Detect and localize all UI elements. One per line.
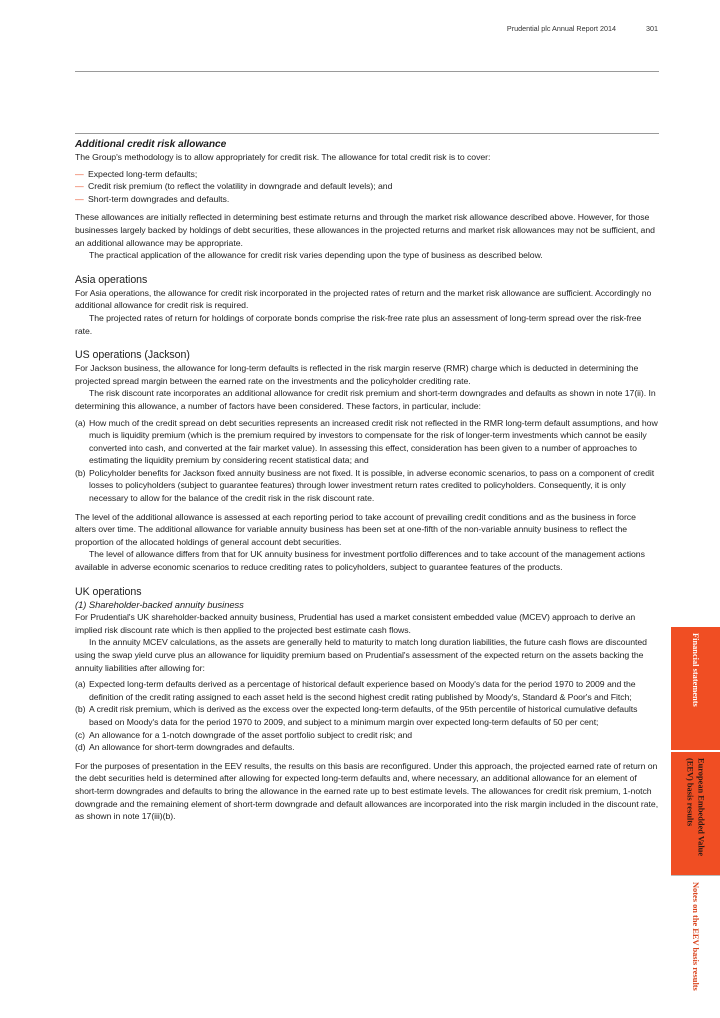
credit-heading: Additional credit risk allowance (75, 139, 227, 150)
uk-allowance-list (75, 678, 659, 754)
list-item (75, 703, 659, 728)
us-heading: US operations (Jackson) (75, 349, 190, 362)
uk-subheading: (1) Shareholder-backed annuity business (75, 598, 244, 610)
sidebar-tab-eev-results[interactable] (671, 752, 720, 875)
credit-para-2: The practical application of the allowance for credit risk varies depending upon the type of business as described below. (89, 250, 543, 261)
list-item (75, 467, 659, 505)
uk-para-3: For the purposes of presentation in the EEV results, the results on this basis are reconfigured. Under this approach, the projected earned rate of return on the debt securities held is determined after allowing for expected long-term defaults and, where necessary, an additional allowance for an element of short-term downgrades and defaults to bring the allowance in the earned rate up to best estimate levels. The allowances for credit risk premium, 1-notch downgrade and the remaining element of short-term downgrade and default allowances are incorporated into the risk margin included in the discount rate, as shown in note 17(iii)(b). (75, 760, 659, 822)
uk-para-2: In the annuity MCEV calculations, as the assets are generally held to maturity to match long duration liabilities, the future cash flows are discounted using the swap yield curve plus an allowance for liquidity premium based on Prudential's assessment of the expected return on the assets backing the annuity liabilities after allowing for: (75, 637, 647, 673)
list-item: — Short-term downgrades and defaults. (75, 193, 659, 206)
list-item: — Credit risk premium (to reflect the volatility in downgrade and default levels); and (75, 180, 659, 193)
list-marker: (b) (75, 704, 86, 715)
credit-intro: The Group's methodology is to allow appropriately for credit risk. The allowance for total credit risk is to cover: (75, 152, 491, 162)
list-item-text: Policyholder benefits for Jackson fixed annuity business are not fixed. It is possible, in adverse economic scenarios, to pass on a component of credit losses to policyholders (subject to guarantee features) through lower investment return rates credited to policyholders. Consequently, it is only necessary to allow for the balance of the credit risk in the risk discount rate. (89, 467, 655, 504)
list-marker: (a) (75, 679, 86, 690)
asia-para-2: The projected rates of return for holdings of corporate bonds comprise the risk-free rate plus an assessment of long-term spread over the risk-free rate. (75, 312, 642, 336)
us-para-4: The level of allowance differs from that for UK annuity business for investment portfolio differences and to take account of the management actions available in adverse economic scenarios to reduce crediting rates to policyholders, subject to guarantee features of the products. (75, 549, 645, 573)
list-marker: (c) (75, 729, 85, 740)
list-marker: (a) (75, 417, 86, 428)
list-item-text: An allowance for short-term downgrades and defaults. (89, 742, 295, 753)
list-marker: (b) (75, 467, 86, 478)
list-item (75, 729, 659, 742)
page-number: 301 (646, 24, 658, 33)
asia-heading: Asia operations (75, 273, 148, 286)
list-item (75, 678, 659, 703)
us-factor-list (75, 417, 659, 505)
list-item-text: A credit risk premium, which is derived as the excess over the expected long-term defaults, of the 95th percentile of historical cumulative defaults based on Moody's data for the period 1970 to 2009, and subject to a minimum margin over expected long-term defaults of 50 per cent; (89, 704, 638, 727)
sidebar-tab-label: European Embedded Value (EEV) basis results (685, 758, 706, 857)
running-header (507, 24, 658, 33)
uk-para-1: For Prudential's UK shareholder-backed annuity business, Prudential has used a market consistent embedded value (MCEV) approach to derive an implied risk discount rate which is then applied to the projected best estimate cash flows. (75, 612, 636, 635)
us-para-1: For Jackson business, the allowance for long-term defaults is reflected in the risk margin reserve (RMR) charge which is deducted in determining the projected spread margin between the earned rate on the investments and the policyholder crediting rate. (75, 363, 639, 386)
list-item (75, 741, 659, 754)
us-para-2: The risk discount rate incorporates an additional allowance for credit risk premium and short-term downgrades and defaults as shown in note 17(ii). In determining this allowance, a number of factors have been considered. These factors, in particular, include: (75, 388, 656, 411)
credit-bullet-list (75, 168, 659, 206)
uk-heading: UK operations (75, 585, 142, 598)
publication-title: Prudential plc Annual Report 2014 (506, 24, 616, 33)
sidebar-tab-label: Notes on the EEV basis results (691, 882, 700, 991)
sidebar-tab-label: Financial statements (691, 633, 700, 707)
credit-para-1: These allowances are initially reflected in determining best estimate returns and through the market risk allowance described above. However, for those businesses largely backed by holdings of debt securities, these allowances in the projected returns and market risk allowances may not be sufficient, and an additional allowance may be appropriate. (75, 212, 655, 248)
us-para-3: The level of the additional allowance is assessed at each reporting period to take account of prevailing credit conditions and as the business in force alters over time. The additional allowance for variable annuity business has been set at one-fifth of the non-variable annuity business to reflect the proportion of the allocated holdings of general account debt securities. (75, 511, 636, 547)
sidebar-tab-eev-notes[interactable] (671, 876, 720, 996)
list-item-text: An allowance for a 1-notch downgrade of the asset portfolio subject to credit risk; and (89, 729, 413, 740)
main-content (75, 138, 659, 823)
list-item-text: Expected long-term defaults derived as a percentage of historical default experience based on Moody's data for the period 1970 to 2009 and the definition of the credit rating assigned to each asset held is the second highest credit rating published by Moody's, Standard & Poor's and Fitch; (89, 679, 636, 702)
list-item: — Expected long-term defaults; (75, 168, 659, 181)
list-marker: (d) (75, 742, 86, 753)
list-item-text: How much of the credit spread on debt securities represents an increased credit risk not reflected in the RMR long-term default assumptions, and how much is liquidity premium (which is the premium required by investors to compensate for the risk of longer-term investments which cannot be easily converted into cash, and converted at the fair market value). In assessing this effect, consideration has been given to a number of approaches to estimating the liquidity premium by considering recent statistical data; and (89, 417, 658, 466)
sidebar-tab-financial-statements[interactable] (671, 627, 720, 750)
section-divider (75, 133, 659, 134)
asia-para-1: For Asia operations, the allowance for credit risk incorporated in the projected rates of return and the market risk allowance are sufficient. Accordingly no additional allowance for credit risk is required. (75, 287, 652, 311)
list-item (75, 417, 659, 467)
top-divider (75, 71, 659, 72)
